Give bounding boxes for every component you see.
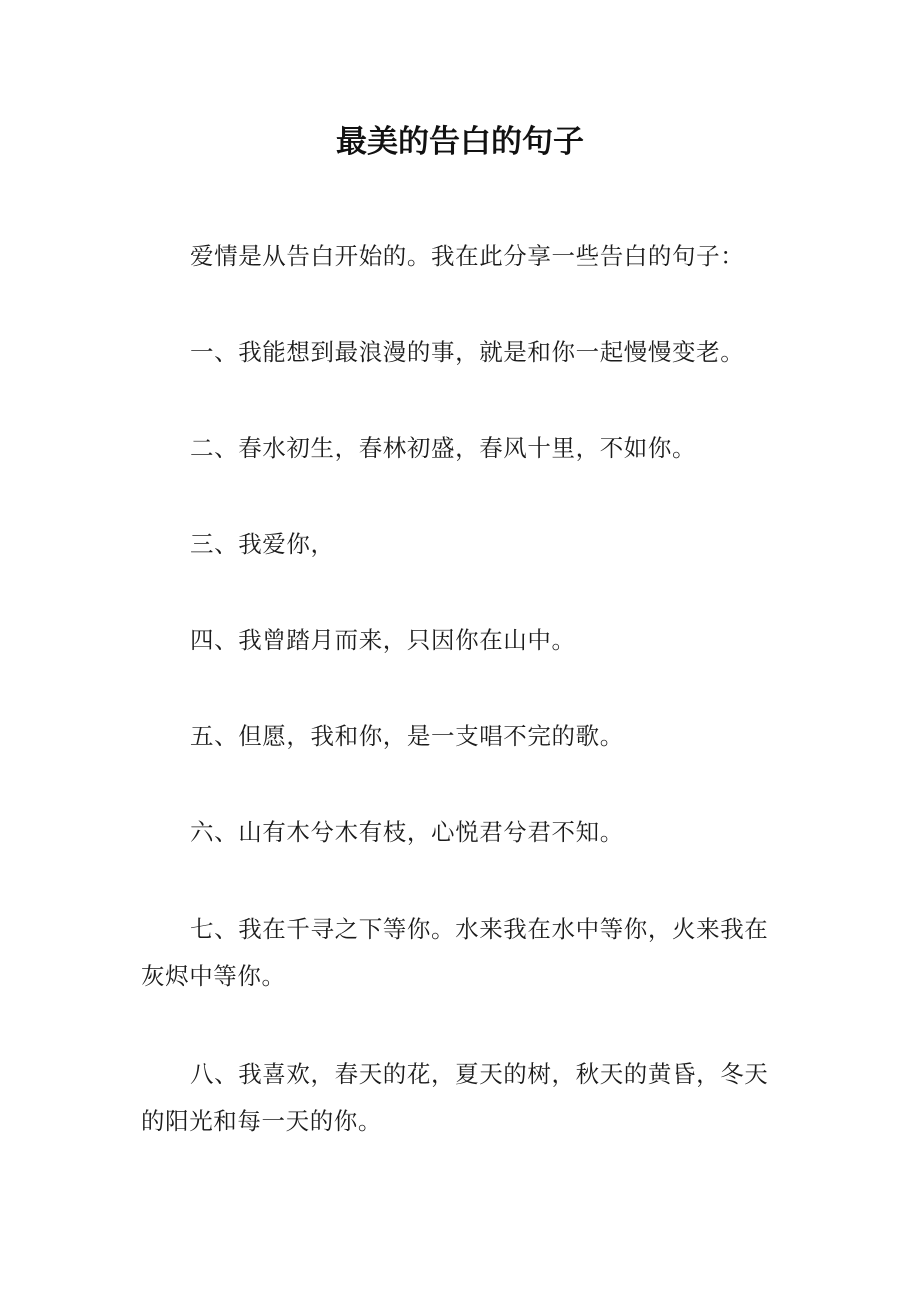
intro-paragraph: 爱情是从告白开始的。我在此分享一些告白的句子：: [190, 242, 745, 270]
sentence-item-1: 一、我能想到最浪漫的事，就是和你一起慢慢变老。: [190, 338, 745, 366]
document-title: 最美的告白的句子: [336, 124, 584, 160]
sentence-item-7: 七、我在千寻之下等你。水来我在水中等你，火来我在灰烬中等你。: [141, 915, 769, 990]
sentence-item-6: 六、山有木兮木有枝，心悦君兮君不知。: [190, 818, 624, 846]
sentence-item-2: 二、春水初生，春林初盛，春风十里，不如你。: [190, 434, 697, 462]
sentence-item-8: 八、我喜欢，春天的花，夏天的树，秋天的黄昏，冬天的阳光和每一天的你。: [141, 1060, 769, 1135]
sentence-item-4: 四、我曾踏月而来，只因你在山中。: [190, 626, 576, 654]
sentence-item-5: 五、但愿，我和你，是一支唱不完的歌。: [190, 722, 624, 750]
sentence-item-3: 三、我爱你，: [190, 530, 335, 558]
